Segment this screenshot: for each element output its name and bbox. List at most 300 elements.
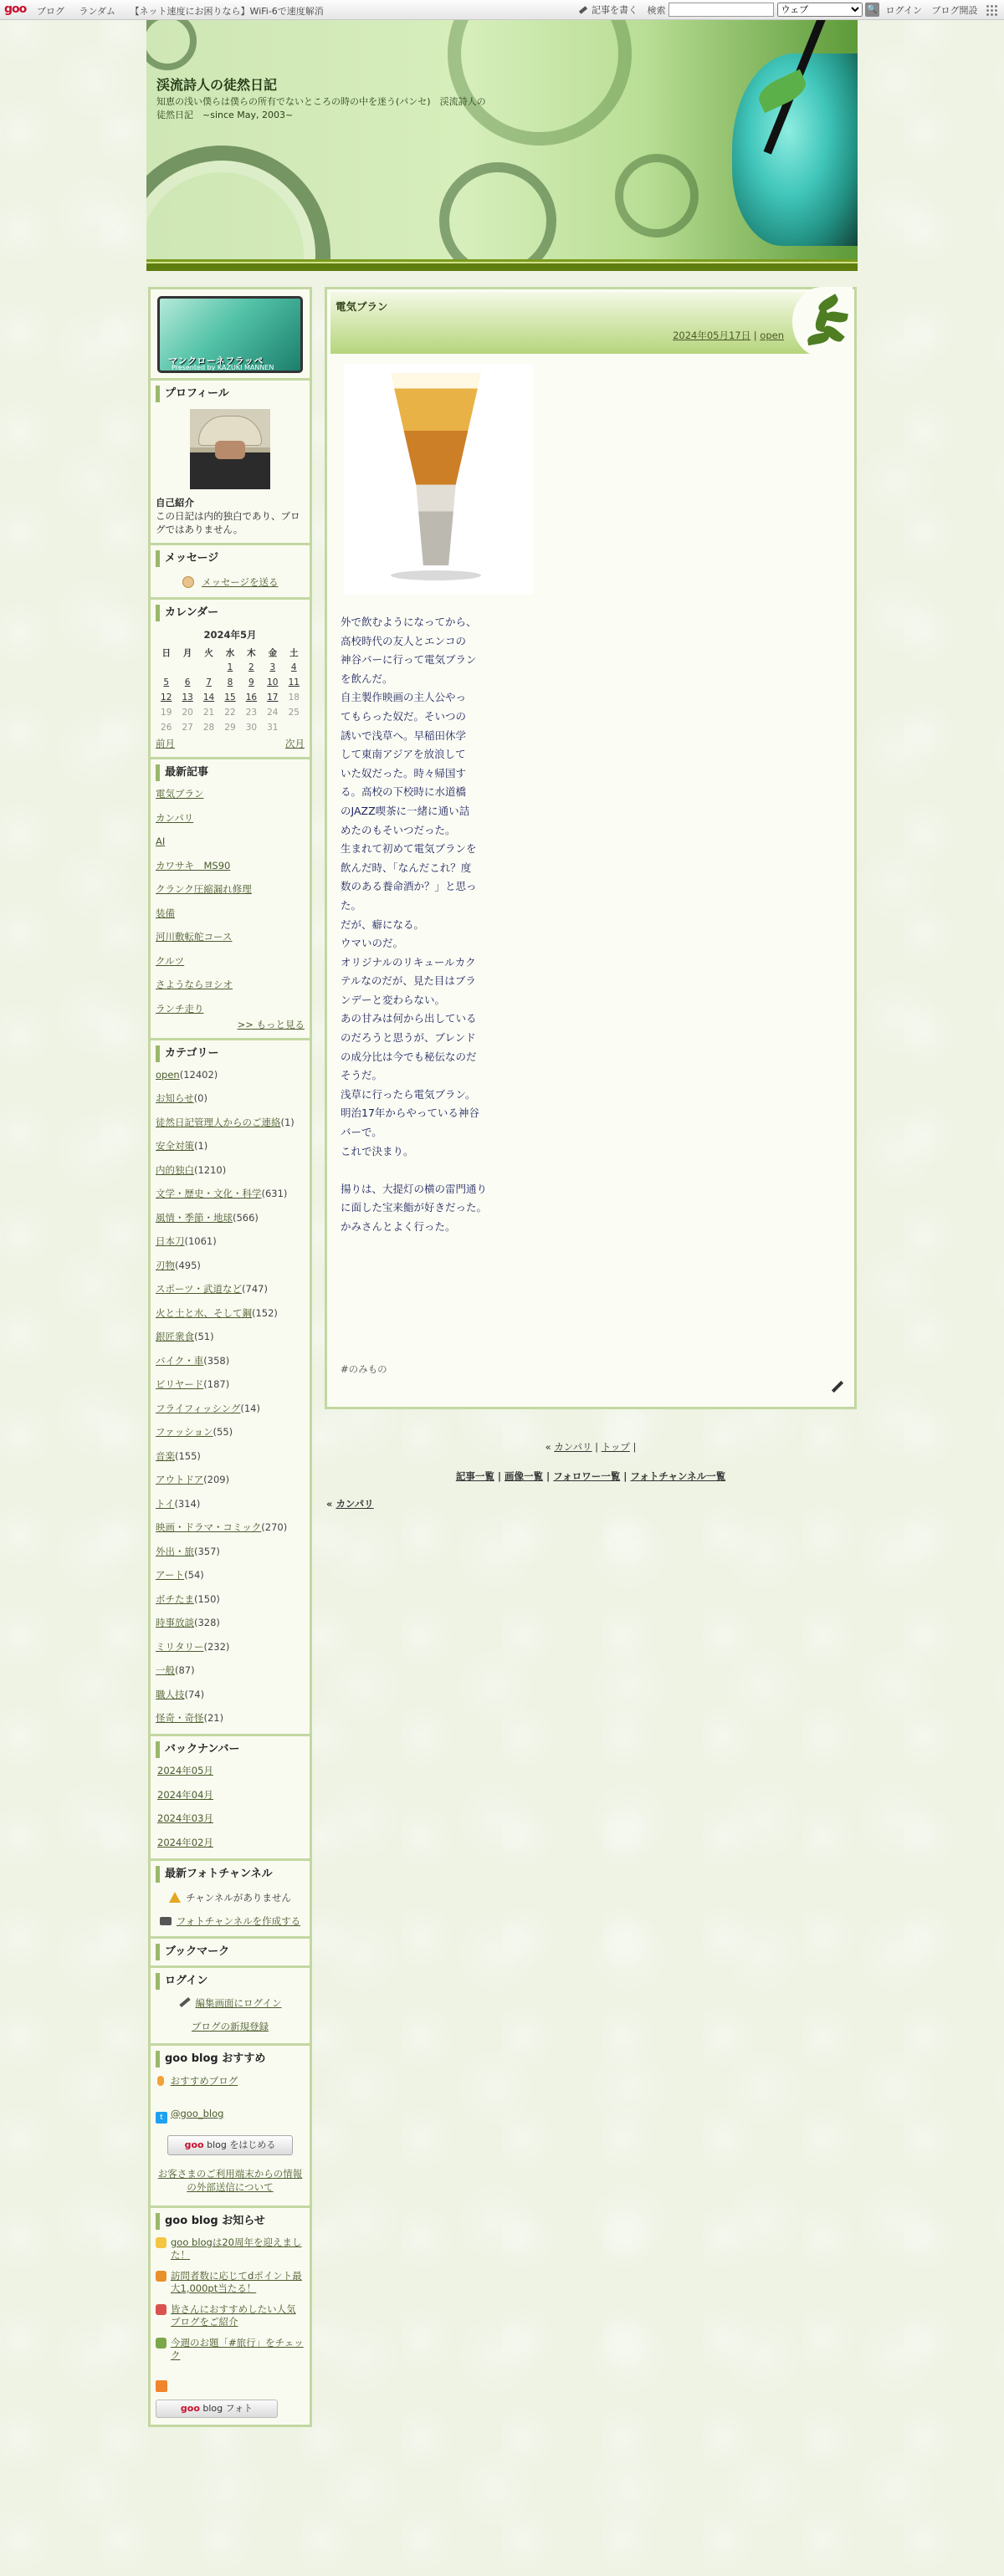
category-count: (1) [194, 1140, 208, 1152]
recent-item [156, 955, 305, 967]
category-heading: カテゴリー [156, 1045, 305, 1062]
calendar-day[interactable]: 8 [227, 677, 233, 687]
external-info-link[interactable]: お客さまのご利用端末からの情報の外部送信について [157, 2167, 303, 2193]
category-link[interactable]: アウトドア [156, 1474, 204, 1485]
category-item [156, 1212, 305, 1224]
recent-heading: 最新記事 [156, 764, 305, 781]
calendar-day[interactable]: 3 [269, 662, 276, 672]
notice-item [156, 2337, 305, 2362]
category-link[interactable]: 火と土と水、そして鋼 [156, 1306, 252, 1319]
category-item [156, 1307, 305, 1319]
calendar-day[interactable]: 13 [182, 693, 193, 703]
start-button-brand: goo [184, 2139, 204, 2150]
entry-line: 浅草に行ったら電気ブラン。 [341, 1087, 476, 1101]
category-link[interactable]: 安全対策 [156, 1140, 194, 1152]
message-user-icon [182, 576, 194, 588]
category-count: (1) [280, 1116, 295, 1128]
photochannel-none [156, 1891, 305, 1904]
login-box [148, 1965, 312, 2043]
recommend-box [148, 2043, 312, 2205]
backnumber-item [157, 1789, 305, 1801]
login-link[interactable]: ログイン [885, 4, 922, 16]
calendar-day[interactable]: 9 [248, 677, 254, 687]
write-article-link[interactable]: 記事を書く [592, 4, 638, 16]
notice-item [156, 2303, 305, 2328]
backnumber-link[interactable]: 2024年03月 [157, 1812, 213, 1824]
entry-body [341, 613, 512, 1237]
toolbar-link-random[interactable]: ランダム [79, 6, 116, 17]
category-count: (357) [194, 1545, 220, 1557]
recent-item-link[interactable]: さようならヨシオ [156, 979, 233, 990]
apps-grid-icon[interactable] [986, 4, 997, 16]
edit-login-link[interactable]: 編集画面にログイン [195, 1996, 282, 2009]
avatar [190, 409, 270, 489]
recent-item-link[interactable]: 河川敷転舵コース [156, 931, 233, 943]
profile-self-text: この日記は内的独白であり、ブログではありません。 [156, 510, 300, 535]
recommend-line [156, 2074, 305, 2088]
entry-line: に面した宝来鮨が好きだった。 [341, 1201, 488, 1214]
backnumber-link[interactable]: 2024年04月 [157, 1788, 213, 1801]
backnumber-box [148, 1734, 312, 1858]
entry-category-link[interactable]: open [760, 330, 784, 341]
photochannel-box [148, 1858, 312, 1936]
avatar-face [215, 441, 245, 459]
bookmark-box [148, 1936, 312, 1965]
twitter-link[interactable]: @goo_blog [171, 2107, 224, 2119]
entry-line: る。高校の下校時に水道橋 [341, 785, 467, 799]
profile-box [148, 378, 312, 543]
entry [325, 287, 857, 1409]
notice-box [148, 2205, 312, 2427]
entry-line: 外で飲むようになってから、 [341, 616, 477, 628]
category-link[interactable]: ファッション [156, 1426, 213, 1438]
category-item [156, 1593, 305, 1605]
calendar-prev-link[interactable]: 前月 [156, 738, 175, 749]
category-count: (314) [174, 1497, 201, 1510]
bookmark-heading: ブックマーク [156, 1944, 305, 1960]
category-link[interactable]: 刃物 [156, 1259, 175, 1271]
recent-item-link[interactable]: 電気ブラン [156, 788, 204, 800]
entry-line [341, 1161, 512, 1180]
new-blog-link[interactable]: ブログの新規登録 [192, 2020, 269, 2032]
start-button-label: blog をはじめる [207, 2139, 276, 2150]
calendar-day[interactable]: 12 [161, 693, 172, 703]
prev-entry: « カンパリ [326, 1498, 374, 1510]
calendar-weekday: 水 [225, 647, 235, 658]
category-count: (209) [203, 1474, 230, 1485]
photochannel-none-text: チャンネルがありません [186, 1891, 291, 1904]
calendar-weekday: 日 [161, 647, 171, 658]
category-link[interactable]: 怪奇・奇怪 [156, 1712, 204, 1724]
category-link[interactable]: 時事放談 [156, 1617, 194, 1628]
category-count: (566) [233, 1211, 259, 1224]
category-link[interactable]: バイク・車 [156, 1354, 204, 1367]
recent-item [156, 812, 305, 824]
calendar-day: 31 [267, 723, 279, 733]
category-item [156, 1569, 305, 1581]
calendar-day[interactable]: 16 [245, 693, 258, 703]
calendar-day [198, 660, 219, 675]
category-link[interactable]: 風情・季節・地球 [156, 1211, 233, 1224]
toolbar-link-ad[interactable]: 【ネット速度にお困りなら】WiFi-6で速度解消 [130, 6, 324, 17]
backnumber-heading: バックナンバー [156, 1741, 305, 1758]
photochannel-create [156, 1914, 305, 1928]
calendar-weekday: 金 [268, 647, 278, 658]
entry-line: ウマいのだ。 [341, 937, 404, 950]
recent-item [156, 907, 305, 919]
calendar-day[interactable]: 10 [267, 677, 279, 687]
follower-list-link[interactable]: フォロワー一覧 [553, 1470, 621, 1482]
notice-item [156, 2270, 305, 2295]
recent-item-link[interactable]: カンパリ [156, 811, 194, 824]
category-link[interactable]: open [156, 1068, 180, 1081]
notice-heading: goo blog お知らせ [156, 2213, 305, 2230]
category-count: (14) [240, 1402, 260, 1414]
category-count: (232) [203, 1640, 230, 1653]
message-box [148, 543, 312, 597]
recent-item [156, 860, 305, 871]
category-link[interactable]: お知らせ [156, 1092, 194, 1104]
entry-line: を飲んだ。 [341, 672, 393, 685]
category-item [156, 1092, 305, 1104]
calendar-week [156, 690, 305, 705]
calendar-day: 26 [161, 723, 172, 733]
category-count: (87) [175, 1664, 195, 1676]
entry-line: いた奴だった。時々帰国す [341, 766, 467, 779]
category-count: (54) [184, 1569, 204, 1581]
calendar-day: 21 [202, 708, 215, 718]
category-link[interactable]: アート [156, 1569, 185, 1581]
recent-more-link[interactable]: >> もっと見る [237, 1018, 305, 1030]
calendar-day: 30 [245, 723, 258, 733]
toolbar-right [579, 3, 997, 18]
category-link[interactable]: トイ [156, 1497, 175, 1510]
calendar-day[interactable]: 7 [206, 677, 212, 687]
category-count: (21) [203, 1712, 224, 1724]
category-count: (187) [203, 1378, 230, 1390]
notice-link[interactable]: 皆さんにおすすめしたい人気ブログをご紹介 [171, 2303, 296, 2328]
calendar-day [156, 660, 177, 675]
image-list-link[interactable]: 画像一覧 [505, 1470, 544, 1482]
header-divider [146, 259, 858, 271]
entry-line: して東南アジアを放浪して [341, 748, 466, 761]
category-link[interactable]: 日本刀 [156, 1235, 185, 1247]
recent-item-link[interactable]: クランク圧縮漏れ修理 [156, 883, 252, 895]
calendar-day[interactable]: 17 [267, 693, 279, 703]
category-count: (12402) [179, 1068, 218, 1081]
entry-line: 高校時代の友人とエンコの [341, 634, 467, 647]
flame-icon [157, 2076, 164, 2086]
calendar-day[interactable]: 5 [163, 677, 170, 687]
category-link[interactable]: 音楽 [156, 1449, 175, 1462]
calendar-day: 28 [202, 723, 215, 733]
category-link[interactable]: フライフィッシング [156, 1402, 241, 1414]
category-count: (152) [252, 1306, 278, 1319]
category-box [148, 1038, 312, 1735]
category-item [156, 1260, 305, 1271]
photochannel-list-link[interactable]: フォトチャンネル一覧 [630, 1470, 726, 1482]
category-item [156, 1235, 305, 1247]
calendar-table [156, 645, 305, 735]
notice-link[interactable]: 今週のお題「#旅行」をチェック [171, 2336, 304, 2361]
prev-entry-link[interactable]: カンパリ [336, 1498, 374, 1510]
recent-item [156, 788, 305, 800]
category-link[interactable]: 徒然日記管理人からのご連絡 [156, 1116, 281, 1128]
calendar-weekday: 土 [289, 647, 299, 658]
pencil-icon [578, 6, 587, 13]
search-input[interactable] [668, 3, 774, 17]
entry-line: 誘いで浅草へ。早稲田休学 [341, 728, 467, 742]
recent-item-link[interactable]: 装備 [156, 907, 175, 919]
category-link[interactable]: 映画・ドラマ・コミック [156, 1521, 262, 1533]
entry-line: た。 [341, 898, 362, 912]
recent-item-link[interactable]: クルツ [156, 954, 185, 967]
calendar-week [156, 675, 305, 690]
entry-line: 自主製作映画の主人公やっ [341, 691, 467, 704]
notice-link[interactable]: goo blogは20周年を迎えました！ [171, 2236, 302, 2261]
blog-description: 知恵の浅い僕らは僕らの所有でないところの時の中を迷う(パンセ) 渓流詩人の徒然日記 ~since May, 2003~ [156, 96, 486, 120]
recent-item [156, 979, 305, 990]
toolbar-nav [37, 4, 336, 18]
blog-header [146, 20, 858, 259]
list-links: 記事一覧 | 画像一覧 | フォロワー一覧 | フォトチャンネル一覧 [455, 1470, 726, 1482]
blog-title[interactable]: 渓流詩人の徒然日記 [156, 77, 278, 93]
backnumber-list [156, 1765, 305, 1848]
calendar-day [177, 660, 197, 675]
start-blog-button[interactable] [167, 2135, 293, 2155]
leaf-decoration-icon [792, 287, 853, 357]
login-heading: ログイン [156, 1973, 305, 1990]
warning-icon [169, 1892, 181, 1903]
camera-icon [160, 1917, 172, 1925]
entry-pager: « カンパリ | トップ | [545, 1441, 637, 1453]
entry-line: あの甘みは何から出している [341, 1012, 477, 1025]
recent-item-link[interactable]: AI [156, 836, 166, 847]
category-count: (1061) [184, 1235, 217, 1247]
calendar-nav [156, 737, 305, 750]
message-heading: メッセージ [156, 550, 305, 567]
backnumber-item [157, 1837, 305, 1848]
pager-prev-link[interactable]: カンパリ [554, 1441, 592, 1453]
category-count: (747) [242, 1283, 268, 1295]
notice-link[interactable]: 訪問者数に応じてdポイント最大1,000pt当たる！ [171, 2269, 302, 2294]
pager-top-link[interactable]: トップ [601, 1441, 630, 1453]
glass-shadow [391, 570, 481, 580]
entry-line: ンデーと変わらない。 [341, 993, 446, 1006]
category-item [156, 1164, 305, 1176]
category-count: (328) [194, 1617, 220, 1628]
banner-text: マンクローネフラッペ [168, 355, 264, 366]
search-label: 検索 [647, 4, 666, 16]
entry-line: 生まれて初めて電気ブランを [341, 842, 477, 856]
category-item [156, 1283, 305, 1295]
entry-photo[interactable] [344, 365, 533, 595]
calendar-week [156, 720, 305, 735]
calendar-weekday: 火 [204, 647, 213, 658]
goo-logo[interactable]: goo [4, 3, 27, 16]
ornament [146, 20, 197, 70]
entry-line: のJAZZ喫茶に一緒に通い詰 [341, 804, 470, 817]
photo-button-brand: goo [180, 2402, 200, 2414]
calendar-day: 20 [182, 708, 193, 718]
category-item [156, 1140, 305, 1152]
frappe-banner[interactable] [157, 296, 303, 373]
calendar-day[interactable]: 14 [202, 693, 215, 703]
calendar-next-link[interactable]: 次月 [285, 738, 305, 749]
article-list-link[interactable]: 記事一覧 [455, 1470, 494, 1482]
recent-item-link[interactable]: カワサキ MS90 [156, 859, 231, 871]
category-count: (270) [261, 1521, 288, 1533]
category-item [156, 1617, 305, 1628]
new-blog-line [156, 2020, 305, 2033]
calendar-weekday: 木 [247, 647, 256, 658]
entry-line: のだろうと思うが、ブレンド [341, 1031, 476, 1045]
category-link[interactable]: ビリヤード [156, 1378, 204, 1390]
recent-item [156, 931, 305, 943]
calendar-week [156, 705, 305, 720]
calendar-day: 27 [182, 723, 193, 733]
category-count: (358) [203, 1354, 230, 1367]
category-link[interactable]: スポーツ・武道など [156, 1283, 243, 1295]
external-info-line [156, 2167, 305, 2194]
category-link[interactable]: ミリタリー [156, 1640, 204, 1653]
category-item [156, 1450, 305, 1462]
entry-line: 神谷バーに行って電気ブラン [341, 653, 477, 667]
backnumber-item [157, 1812, 305, 1824]
open-blog-link[interactable]: ブログ開設 [931, 4, 978, 16]
category-item [156, 1426, 305, 1438]
entry-line: だが、癖になる。 [341, 917, 425, 931]
category-item [156, 1117, 305, 1128]
category-item [156, 1378, 305, 1390]
calendar-day: 22 [224, 708, 236, 718]
calendar-day[interactable]: 1 [227, 662, 233, 672]
calendar-day[interactable]: 2 [248, 662, 254, 672]
category-item [156, 1069, 305, 1081]
goo-photo-button[interactable] [156, 2400, 278, 2418]
category-count: (51) [194, 1331, 214, 1342]
category-item [156, 1546, 305, 1557]
recommend-blog-link[interactable]: おすすめブログ [170, 2074, 238, 2087]
calendar-day[interactable]: 4 [290, 662, 297, 672]
calendar-box [148, 597, 312, 757]
category-item [156, 1403, 305, 1414]
recommend-heading: goo blog おすすめ [156, 2051, 305, 2067]
category-item [156, 1521, 305, 1533]
toolbar-link-blog[interactable]: ブログ [37, 6, 64, 17]
entry-line: かみさんとよく行った。 [341, 1220, 456, 1233]
notice-item [156, 2236, 305, 2262]
category-count: (74) [184, 1688, 205, 1700]
calendar-day: 24 [267, 708, 279, 718]
entry-line: オリジナルのリキュールカク [341, 955, 476, 969]
category-item [156, 1188, 305, 1199]
entry-date-link[interactable]: 2024年05月17日 [673, 330, 751, 341]
banner-subtext: Presented by KAZUKI MANNEN [172, 364, 274, 371]
calendar-day: 19 [161, 708, 172, 718]
recent-item-link[interactable]: ランチ走り [156, 1002, 204, 1015]
recent-item [156, 836, 305, 847]
recent-item [156, 1003, 305, 1015]
entry-meta: 2024年05月17日 | open [673, 330, 784, 341]
entry-title: 電気ブラン [336, 300, 388, 313]
notice-icon [156, 2304, 166, 2315]
category-link[interactable]: 一般 [156, 1664, 175, 1676]
ornament [448, 20, 632, 146]
backnumber-link[interactable]: 2024年05月 [157, 1765, 213, 1776]
rss-icon[interactable] [156, 2380, 167, 2392]
calendar-day: 18 [288, 693, 300, 703]
calendar-weekday: 月 [182, 647, 192, 658]
send-message-link[interactable]: メッセージを送る [202, 576, 279, 588]
edit-pencil-icon[interactable] [832, 1381, 843, 1393]
category-list [156, 1069, 305, 1725]
photo-button-label: blog フォト [202, 2402, 254, 2414]
twitter-icon: t [156, 2112, 167, 2124]
calendar-day[interactable]: 6 [184, 677, 191, 687]
entry-line: 飲んだ時、「なんだこれ？度 [341, 861, 472, 874]
entry-line: これで決まり。 [341, 1144, 414, 1158]
search-submit-icon[interactable]: 🔍 [865, 3, 879, 17]
photochannel-create-link[interactable]: フォトチャンネルを作成する [176, 1914, 301, 1927]
calendar-day[interactable]: 11 [288, 677, 300, 687]
entry-tag[interactable]: #のみもの [341, 1363, 387, 1375]
category-count: (55) [213, 1426, 233, 1438]
goo-toolbar [0, 0, 1004, 20]
search-scope-select[interactable] [777, 3, 863, 17]
entry-line: 揚りは、大提灯の横の雷門通り [341, 1182, 488, 1195]
category-link[interactable]: 文学・歴史・文化・科学 [156, 1188, 262, 1199]
entry-line: めたのもそいつだった。 [341, 823, 456, 836]
category-item [156, 1641, 305, 1653]
notice-icon [156, 2237, 166, 2248]
backnumber-link[interactable]: 2024年02月 [157, 1836, 213, 1848]
ornament [146, 146, 330, 259]
notice-list [156, 2236, 305, 2362]
category-link[interactable]: 銀匠衆食 [156, 1331, 194, 1342]
photochannel-heading: 最新フォトチャンネル [156, 1866, 305, 1883]
calendar-month: 2024年5月 [203, 629, 257, 641]
profile-text [156, 496, 305, 536]
category-link[interactable]: 内的独白 [156, 1163, 194, 1176]
category-link[interactable]: ボチたま [156, 1592, 194, 1605]
pencil-icon [179, 1996, 190, 2006]
backnumber-item [157, 1765, 305, 1776]
profile-self-label: 自己紹介 [156, 497, 194, 509]
ornament [439, 162, 556, 259]
entry-line: バーで。 [341, 1126, 382, 1139]
calendar-day[interactable]: 15 [224, 693, 236, 703]
entry-line: テルなのだが、見た目はブラ [341, 974, 476, 988]
category-item [156, 1498, 305, 1510]
category-link[interactable]: 外出・旅 [156, 1545, 194, 1557]
profile-heading: プロフィール [156, 386, 305, 402]
category-count: (150) [194, 1592, 220, 1605]
recent-box [148, 757, 312, 1038]
entry-line: 数のある養命酒か？」と思っ [341, 880, 477, 893]
category-count: (631) [261, 1188, 288, 1199]
category-item [156, 1664, 305, 1676]
calendar-day: 29 [224, 723, 236, 733]
category-count: (495) [175, 1259, 201, 1271]
category-link[interactable]: 職人技 [156, 1688, 185, 1700]
entry-header [330, 292, 851, 354]
recent-list [156, 788, 305, 1015]
calendar-week [156, 660, 305, 675]
category-item [156, 1355, 305, 1367]
calendar-day [284, 720, 305, 735]
ornament [615, 154, 699, 238]
